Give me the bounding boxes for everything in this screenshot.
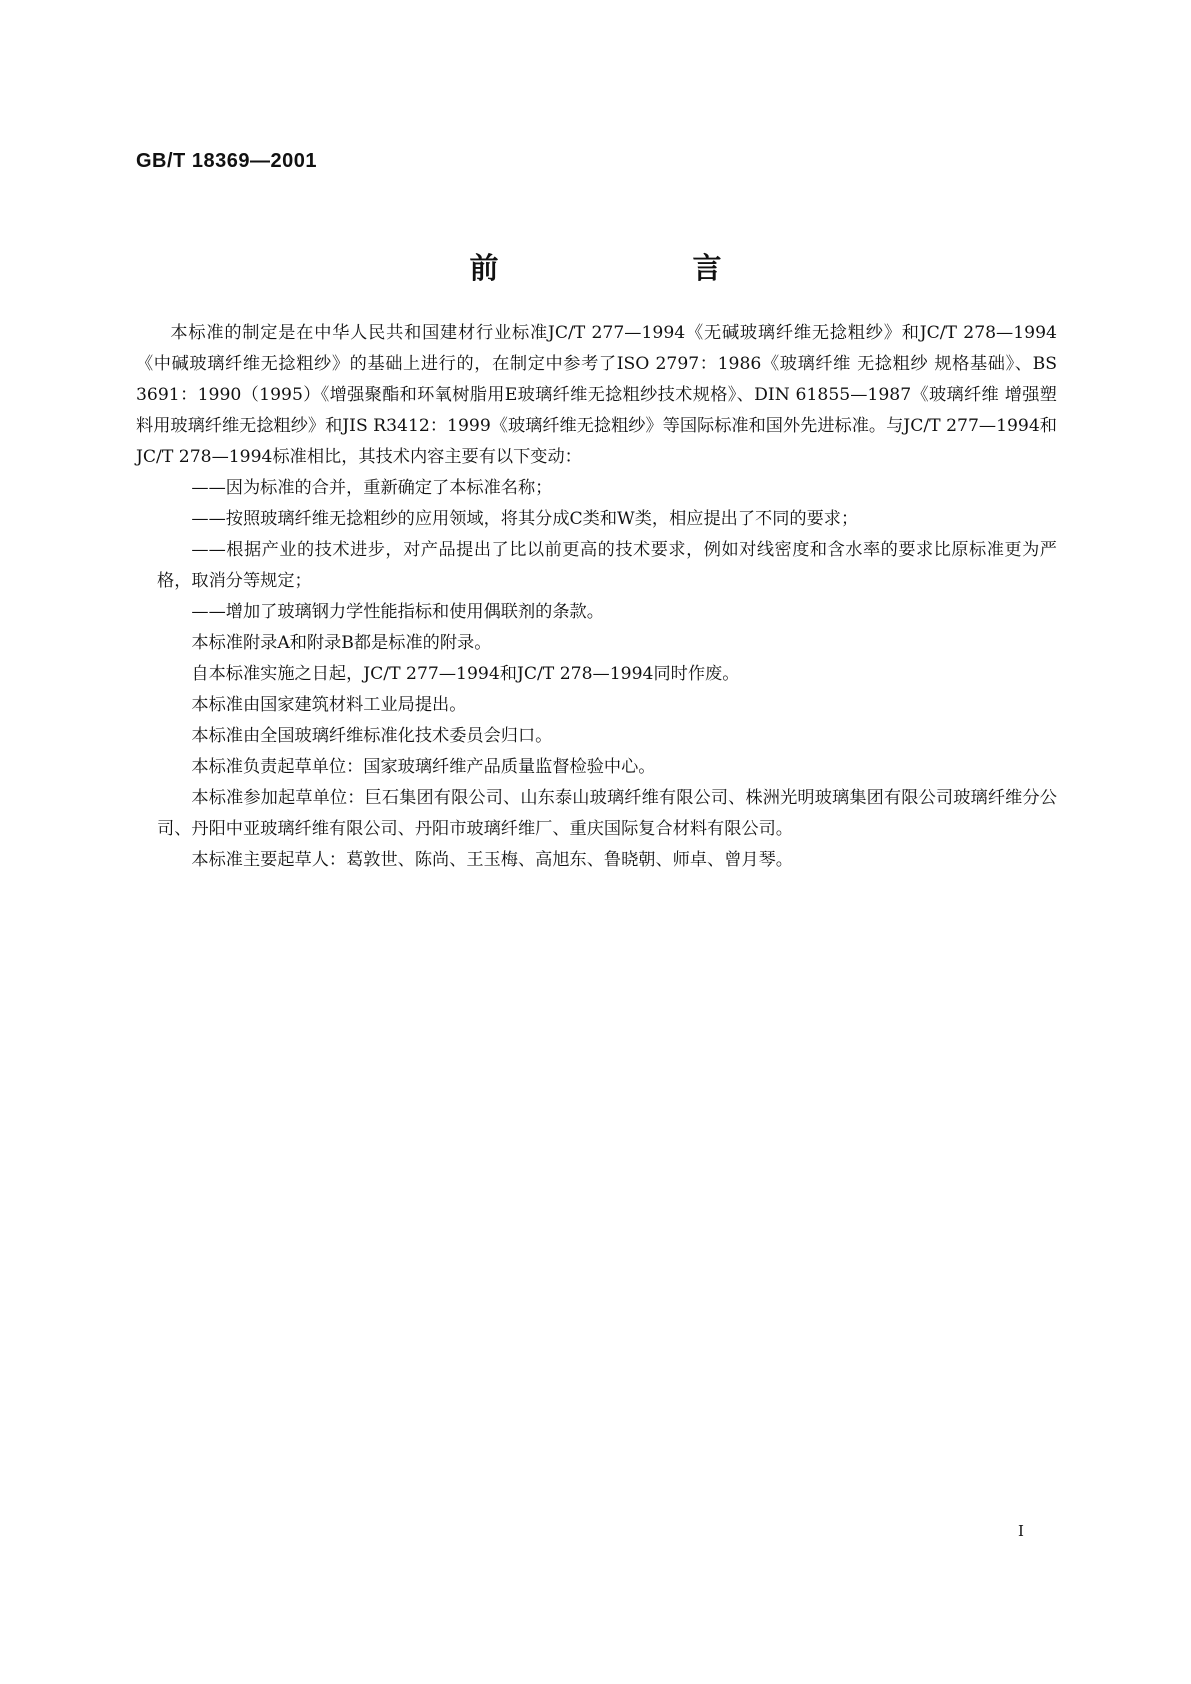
foreword-body xyxy=(136,318,1057,876)
paragraph-proposed-by: 本标准由国家建筑材料工业局提出。 xyxy=(191,695,467,715)
paragraph-drafting-unit: 本标准负责起草单位：国家玻璃纤维产品质量监督检验中心。 xyxy=(191,757,656,777)
paragraph-intro: 本标准的制定是在中华人民共和国建材行业标准JC/T 277—1994《无碱玻璃纤维无捻粗纱》和JC/T 278—1994《中碱玻璃纤维无捻粗纱》的基础上进行的，在制定中参考了ISO 2797：1986《玻璃纤维 无捻粗纱 规格基础》、BS 3691：1990（1995）《增强聚酯和环氧树脂用E玻璃纤维无捻粗纱技术规格》、DIN 61855—1987《玻璃纤维 增强塑料用玻璃纤维无捻粗纱》和JIS R3412：1999《玻璃纤维无捻粗纱》等国际标准和国外先进标准。与JC/T 277—1994和JC/T 278—1994标准相比，其技术内容主要有以下变动： xyxy=(136,323,1057,467)
paragraph-change-4: ——增加了玻璃钢力学性能指标和使用偶联剂的条款。 xyxy=(191,602,604,622)
paragraph-supersede: 自本标准实施之日起，JC/T 277—1994和JC/T 278—1994同时作废。 xyxy=(191,664,740,684)
page-number: I xyxy=(1018,1522,1024,1540)
paragraph-drafters: 本标准主要起草人：葛敦世、陈尚、王玉梅、高旭东、鲁晓朝、师卓、曾月琴。 xyxy=(191,850,793,870)
standard-number: GB/T 18369—2001 xyxy=(136,150,317,172)
paragraph-participating-units: 本标准参加起草单位：巨石集团有限公司、山东泰山玻璃纤维有限公司、株洲光明玻璃集团有限公司玻璃纤维分公司、丹阳中亚玻璃纤维有限公司、丹阳市玻璃纤维厂、重庆国际复合材料有限公司。 xyxy=(157,788,1057,839)
paragraph-change-1: ——因为标准的合并，重新确定了本标准名称； xyxy=(191,478,553,498)
paragraph-change-2: ——按照玻璃纤维无捻粗纱的应用领域，将其分成C类和W类，相应提出了不同的要求； xyxy=(191,509,859,529)
paragraph-centralized-by: 本标准由全国玻璃纤维标准化技术委员会归口。 xyxy=(191,726,553,746)
page-title: 前 言 xyxy=(469,251,814,285)
paragraph-appendix: 本标准附录A和附录B都是标准的附录。 xyxy=(191,633,492,653)
paragraph-change-3: ——根据产业的技术进步，对产品提出了比以前更高的技术要求，例如对线密度和含水率的要求比原标准更为严格，取消分等规定； xyxy=(157,540,1057,591)
